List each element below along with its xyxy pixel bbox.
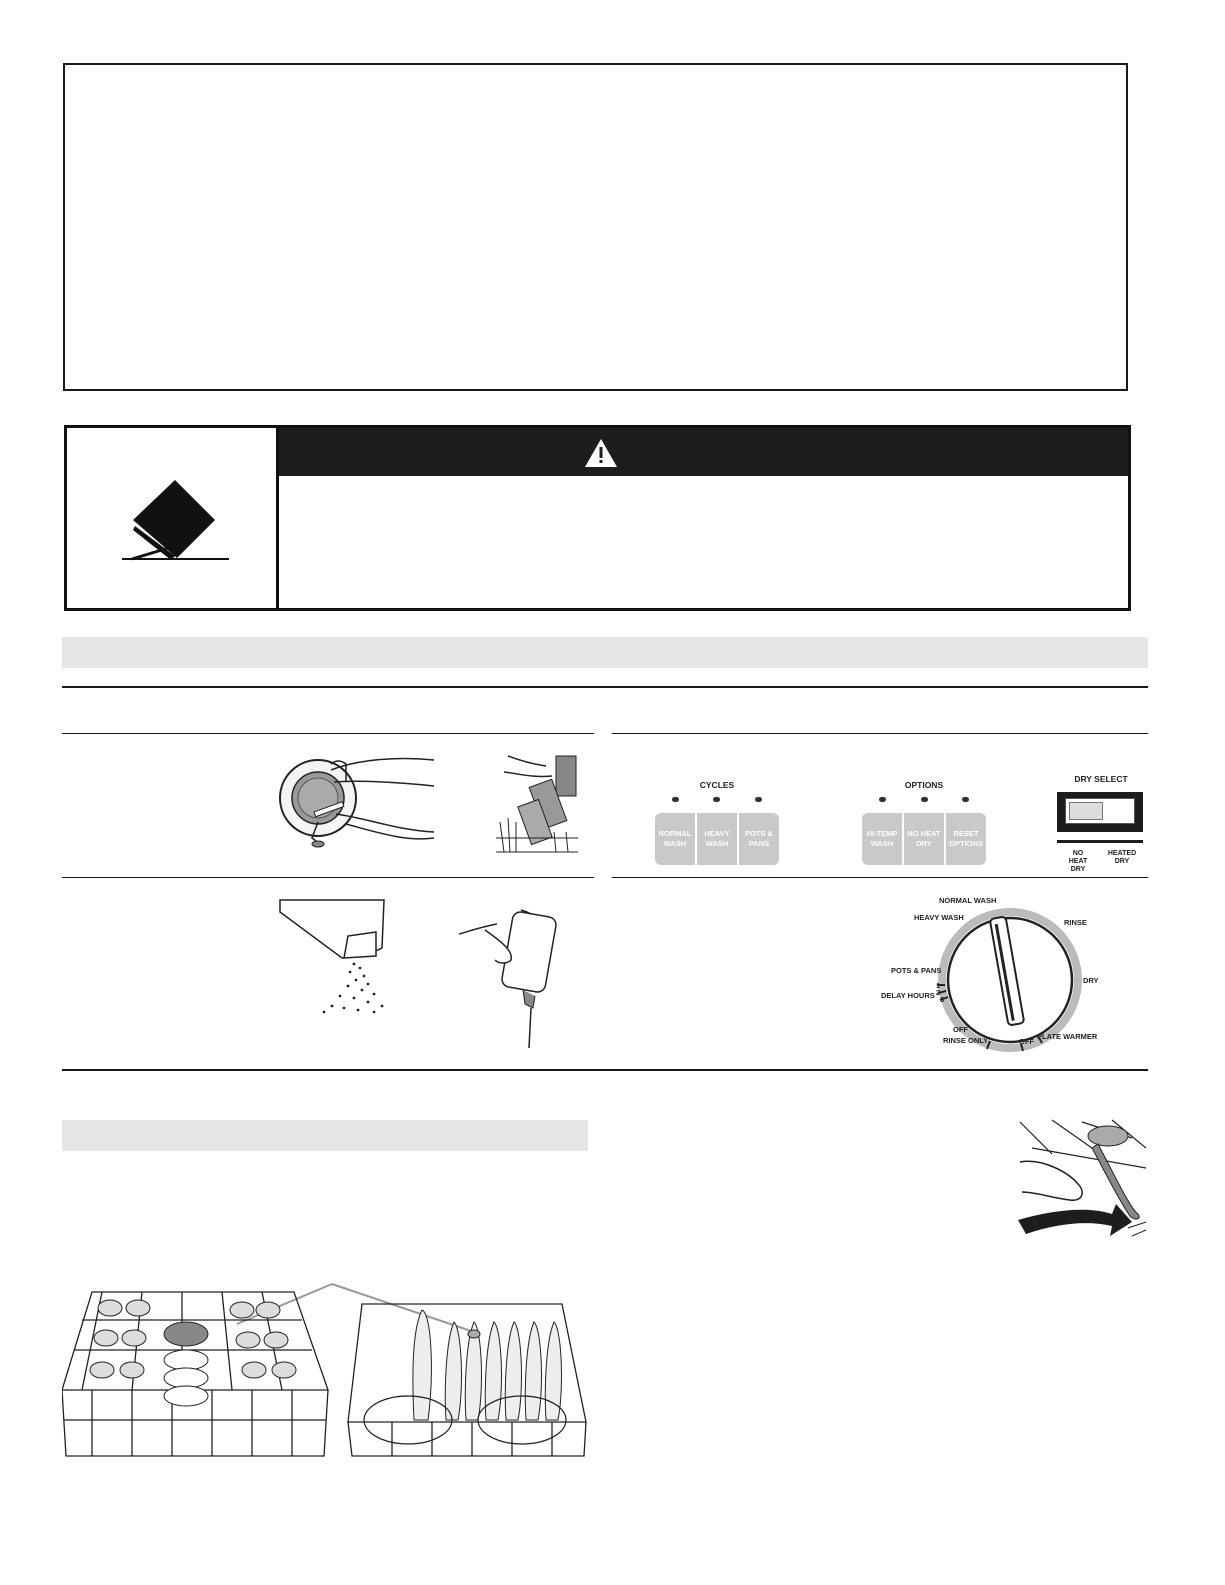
warning-header-bar [279, 428, 1128, 476]
no-heat-dry-label: NO HEAT DRY [1068, 850, 1088, 873]
option-led-noheat [921, 797, 928, 802]
scrape-plate-illustration [276, 752, 436, 852]
dish-racks-illustration [62, 1280, 592, 1470]
option-led-hitemp [879, 797, 886, 802]
pots-pans-button[interactable]: POTS & PANS [739, 813, 779, 865]
dry-select-title: DRY SELECT [1074, 774, 1128, 784]
section-rule [62, 686, 1148, 688]
reset-options-button[interactable]: RESET OPTIONS [946, 813, 986, 865]
dry-select-rule [1057, 840, 1143, 843]
dial-dry: DRY [1083, 976, 1099, 985]
spray-arm-illustration [1012, 1118, 1148, 1248]
right-mid-rule [612, 877, 1148, 878]
dial-delay-1: 1 [936, 981, 941, 990]
dial-off-left: OFF [953, 1025, 968, 1034]
section-heading-band [62, 637, 1148, 668]
normal-wash-button[interactable]: NORMAL WASH [655, 813, 695, 865]
warning-pictogram [67, 428, 279, 608]
heated-dry-label: HEATED DRY [1107, 850, 1137, 865]
dial-rinse: RINSE [1064, 918, 1087, 927]
hi-temp-wash-button[interactable]: HI-TEMP WASH [862, 813, 902, 865]
options-title: OPTIONS [904, 780, 944, 790]
dial-pots-pans: POTS & PANS [891, 966, 942, 975]
dial-off-right: OFF [1019, 1037, 1034, 1046]
right-subsection-rule [612, 733, 1148, 734]
loading-heading-band [62, 1120, 588, 1151]
notice-box [63, 63, 1128, 391]
left-mid-rule [62, 877, 594, 878]
option-led-reset [962, 797, 969, 802]
warning-box [64, 425, 1131, 611]
dial-normal-wash: NORMAL WASH [939, 896, 997, 905]
warning-triangle-icon [583, 437, 619, 469]
dial-delay-3: 3 [940, 995, 945, 1004]
cycle-led-pots [755, 797, 762, 802]
dial-rinse-only: RINSE ONLY [943, 1036, 989, 1045]
dial-plate-warmer: PLATE WARMER [1037, 1032, 1098, 1041]
cycle-led-normal [672, 797, 679, 802]
dial-heavy-wash: HEAVY WASH [914, 913, 964, 922]
left-subsection-rule [62, 733, 594, 734]
cycle-led-heavy [713, 797, 720, 802]
cycles-title: CYCLES [699, 780, 735, 790]
dial-delay-2: 2 [936, 988, 941, 997]
dial-delay-hours: DELAY HOURS [881, 991, 935, 1000]
heavy-wash-button[interactable]: HEAVY WASH [697, 813, 737, 865]
tipping-box-icon [67, 428, 276, 608]
dry-select-switch[interactable] [1057, 792, 1143, 832]
liquid-detergent-illustration [455, 904, 565, 1050]
no-heat-dry-button[interactable]: NO HEAT DRY [904, 813, 944, 865]
load-glasses-illustration [494, 752, 580, 854]
powder-detergent-illustration [278, 898, 398, 1018]
section-end-rule [62, 1069, 1148, 1071]
